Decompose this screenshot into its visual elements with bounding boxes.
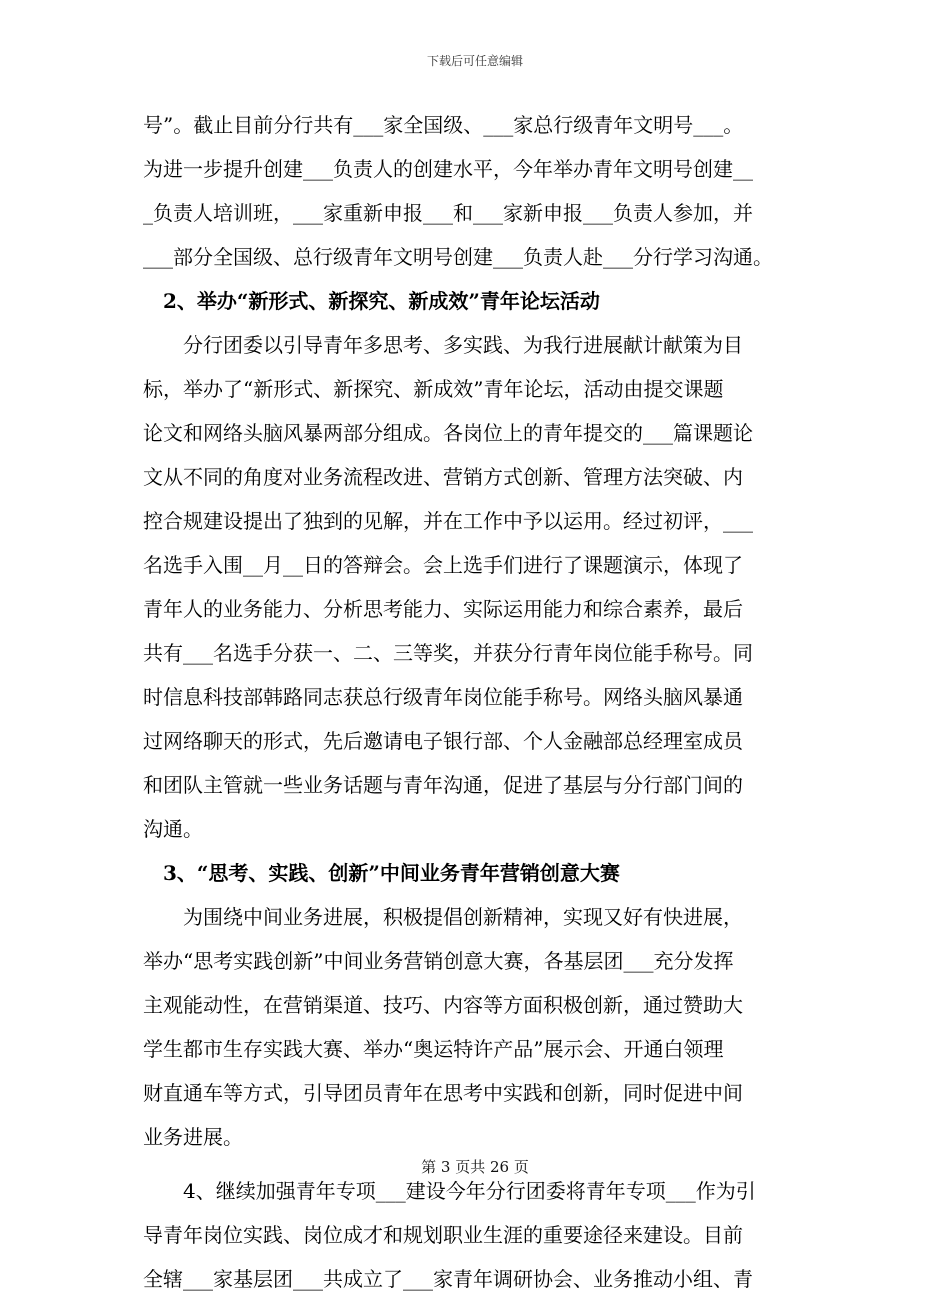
page-footer: 第 3 页共 26 页 <box>421 1158 529 1176</box>
text-line: 文从不同的角度对业务流程改进、营销方式创新、管理方法突破、内 <box>143 465 743 489</box>
text-line: 过网络聊天的形式，先后邀请电子银行部、个人金融部总经理室成员 <box>143 729 743 753</box>
text-line: 学生都市生存实践大赛、举办“奥运特许产品”展示会、开通白领理 <box>143 1037 724 1061</box>
text-line: 为围绕中间业务进展，积极提倡创新精神，实现又好有快进展， <box>143 905 743 929</box>
text-line: 青年人的业务能力、分析思考能力、实际运用能力和综合素养，最后 <box>143 597 743 621</box>
text-line: 全辖___家基层团___共成立了___家青年调研协会、业务推动小组、青 <box>143 1267 753 1291</box>
text-line: 为进一步提升创建___负责人的创建水平，今年举办青年文明号创建__ <box>143 157 753 181</box>
section-heading-3: 3、“思考、实践、创新”中间业务青年营销创意大赛 <box>143 861 620 885</box>
text-line: 业务进展。 <box>143 1125 243 1149</box>
text-line: 4、继续加强青年专项___建设今年分行团委将青年专项___作为引 <box>143 1179 756 1203</box>
text-line: _负责人培训班，___家重新申报___和___家新申报___负责人参加，并 <box>143 201 753 225</box>
text-line: 和团队主管就一些业务话题与青年沟通，促进了基层与分行部门间的 <box>143 773 743 797</box>
section-heading-2: 2、举办“新形式、新探究、新成效”青年论坛活动 <box>143 289 600 313</box>
text-line: 举办“思考实践创新”中间业务营销创意大赛，各基层团___充分发挥 <box>143 949 734 973</box>
text-line: 时信息科技部韩路同志获总行级青年岗位能手称号。网络头脑风暴通 <box>143 685 743 709</box>
text-line: 控合规建设提出了独到的见解，并在工作中予以运用。经过初评，___ <box>143 509 753 533</box>
text-line: 主观能动性，在营销渠道、技巧、内容等方面积极创新，通过赞助大 <box>143 993 743 1017</box>
text-line: 名选手入围__月__日的答辩会。会上选手们进行了课题演示，体现了 <box>143 553 743 577</box>
text-line: ___部分全国级、总行级青年文明号创建___负责人赴___分行学习沟通。 <box>143 245 773 269</box>
text-line: 论文和网络头脑风暴两部分组成。各岗位上的青年提交的___篇课题论 <box>143 421 753 445</box>
text-line: 导青年岗位实践、岗位成才和规划职业生涯的重要途径来建设。目前 <box>143 1223 743 1247</box>
text-line: 号”。截止目前分行共有___家全国级、___家总行级青年文明号___。 <box>143 113 744 137</box>
text-line: 分行团委以引导青年多思考、多实践、为我行进展献计献策为目 <box>143 333 743 357</box>
page-header: 下载后可任意编辑 <box>426 54 523 68</box>
text-line: 财直通车等方式，引导团员青年在思考中实践和创新，同时促进中间 <box>143 1081 743 1105</box>
document-body <box>143 103 823 1301</box>
text-line: 沟通。 <box>143 817 203 841</box>
text-line: 标，举办了“新形式、新探究、新成效”青年论坛，活动由提交课题 <box>143 377 724 401</box>
text-line: 共有___名选手分获一、二、三等奖，并获分行青年岗位能手称号。同 <box>143 641 753 665</box>
